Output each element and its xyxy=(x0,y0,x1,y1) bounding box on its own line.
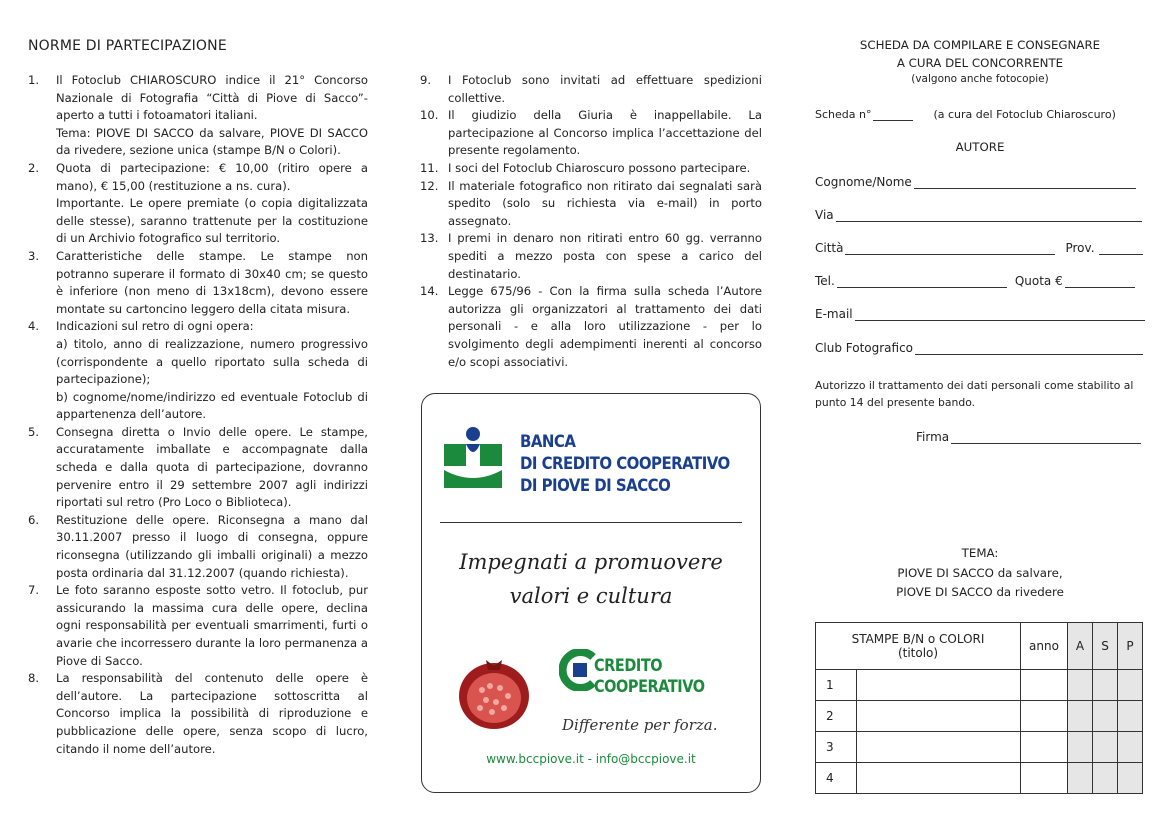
rule-item xyxy=(28,318,368,424)
scheda-field xyxy=(815,108,1116,121)
anno-cell[interactable] xyxy=(1021,763,1068,794)
row-number: 4 xyxy=(816,763,857,794)
prov-label: Prov. xyxy=(1065,241,1095,255)
title-cell[interactable] xyxy=(857,701,1021,732)
rule-text: Tema: PIOVE DI SACCO da salvare, PIOVE DI SACCO da rivedere, sezione unica (stampe B/N o Colori). xyxy=(56,125,368,158)
tema-line-1: PIOVE DI SACCO da salvare, xyxy=(897,566,1063,580)
s-cell xyxy=(1093,670,1118,701)
cognome-input[interactable] xyxy=(914,176,1136,189)
cognome-label: Cognome/Nome xyxy=(815,175,912,189)
table-row xyxy=(816,670,1143,701)
rule-text: a) titolo, anno di realizzazione, numero progressivo (corrispondente a quello riportato sulla scheda di partecipazione); xyxy=(56,336,368,387)
quota-input[interactable] xyxy=(1065,275,1135,288)
bank-name-line-3: DI PIOVE DI SACCO xyxy=(520,476,671,496)
row-number: 2 xyxy=(816,701,857,732)
col-a-header: A xyxy=(1068,623,1093,670)
p-cell xyxy=(1118,732,1143,763)
rule-body xyxy=(448,72,762,107)
bank-name-line-2: DI CREDITO COOPERATIVO xyxy=(520,454,730,474)
rule-item xyxy=(28,160,368,248)
divider xyxy=(440,522,742,523)
rule-text: Importante. Le opere premiate (o copia digitalizzata delle stesse), saranno trattenute per la costituzione di un Archivio fotografico sul territorio. xyxy=(56,196,368,246)
rule-item xyxy=(28,670,368,758)
a-cell xyxy=(1068,732,1093,763)
rule-number: 2. xyxy=(28,160,40,175)
col-anno-header: anno xyxy=(1021,623,1068,670)
rule-item xyxy=(420,283,762,371)
tel-label: Tel. xyxy=(815,274,835,288)
p-cell xyxy=(1118,701,1143,732)
entries-table xyxy=(815,622,1143,794)
email-input[interactable] xyxy=(855,308,1145,321)
rule-body xyxy=(448,160,762,178)
rule-number: 12. xyxy=(420,178,439,193)
citta-field xyxy=(815,241,1143,255)
email-field xyxy=(815,307,1145,321)
rules-heading: NORME DI PARTECIPAZIONE xyxy=(28,38,227,54)
form-title-note: (valgono anche fotocopie) xyxy=(911,73,1049,85)
rule-text: I soci del Fotoclub Chiaroscuro possono partecipare. xyxy=(448,160,751,175)
rule-text: Consegna diretta o Invio delle opere. Le stampe, accuratamente imballate e accompagnate dalla scheda e dalla quota di partecipazione, dovranno pervenire entro il 29 settembre 2007 agli indirizzi riportati sul retro (Pro Loco o Biblioteca). xyxy=(56,424,368,510)
rule-text: Il materiale fotografico non ritirato dai segnalati sarà spedito (solo su richiesta via e-mail) in porto assegnato. xyxy=(448,178,762,228)
rule-number: 11. xyxy=(420,160,439,175)
anno-cell[interactable] xyxy=(1021,732,1068,763)
form-title-line-1: SCHEDA DA COMPILARE E CONSEGNARE xyxy=(859,38,1101,52)
col-title-header xyxy=(816,623,1021,670)
email-label: E-mail xyxy=(815,307,853,321)
rule-body xyxy=(56,248,368,318)
col-title-sub: (titolo) xyxy=(897,646,939,660)
title-cell[interactable] xyxy=(857,670,1021,701)
rule-text: Le foto saranno esposte sotto vetro. Il fotoclub, pur assicurando la massima cura delle opere, declina ogni responsabilità per eventuali smarrimenti, furti o avarie che incorressero durante la loro permanenza a Piove di Sacco. xyxy=(56,583,368,668)
rule-text: Il giudizio della Giuria è inappellabile. La partecipazione al Concorso implica l’accettazione del presente regolamento. xyxy=(448,108,762,158)
club-label: Club Fotografico xyxy=(815,341,914,355)
firma-label: Firma xyxy=(916,430,950,444)
rule-body xyxy=(56,424,368,512)
author-heading: AUTORE xyxy=(955,140,1005,154)
scheda-input[interactable] xyxy=(873,108,913,121)
rule-body xyxy=(56,318,368,424)
rule-item xyxy=(28,72,368,160)
tema-heading: TEMA: xyxy=(961,546,999,560)
sponsor-box xyxy=(421,393,761,793)
table-row xyxy=(816,763,1143,794)
sponsor-web-contacts[interactable]: www.bccpiove.it - info@bccpiove.it xyxy=(486,752,696,766)
rule-item xyxy=(28,248,368,318)
rule-number: 5. xyxy=(28,424,40,439)
rules-column-left xyxy=(28,72,368,758)
via-label: Via xyxy=(815,208,834,222)
rule-text: Il Fotoclub CHIAROSCURO indice il 21° Concorso Nazionale di Fotografia “Città di Piove di Sacco”- aperto a tutti i fotoamatori italiani. xyxy=(56,73,368,123)
anno-cell[interactable] xyxy=(1021,701,1068,732)
rule-text: Caratteristiche delle stampe. Le stampe non potranno superare il formato di 30x40 cm; se questo è inferiore (non meno di 13x18cm), devono essere montate su cartoncino leggero della citata misura. xyxy=(56,248,368,316)
firma-field xyxy=(916,430,1141,444)
col-p-header: P xyxy=(1118,623,1143,670)
rule-text: b) cognome/nome/indirizzo ed eventuale Fotoclub di appartenenza dell’autore. xyxy=(56,389,368,422)
scheda-label: Scheda n° xyxy=(815,108,872,121)
citta-input[interactable] xyxy=(845,242,1055,255)
rule-text: Quota di partecipazione: € 10,00 (ritiro opere a mano), € 15,00 (restituzione a ns. cura). xyxy=(56,160,368,193)
rule-item xyxy=(420,107,762,160)
rule-text: Legge 675/96 - Con la firma sulla scheda l’Autore autorizza gli organizzatori al trattamento dei dati personali - e alla loro utilizzazione - per lo svolgimento degli adempimenti inerenti al concorso e/o scopi associativi. xyxy=(448,284,762,369)
table-row xyxy=(816,701,1143,732)
scheda-note: (a cura del Fotoclub Chiaroscuro) xyxy=(933,108,1116,121)
s-cell xyxy=(1093,763,1118,794)
rule-item xyxy=(420,72,762,107)
bank-name-line-1: BANCA xyxy=(520,432,576,452)
rule-number: 13. xyxy=(420,231,439,246)
rule-number: 9. xyxy=(420,73,432,87)
col-title-label: STAMPE B/N o COLORI xyxy=(851,632,985,646)
pomegranate-image-icon xyxy=(456,652,532,732)
rule-text: La responsabilità del contenuto delle opere è dell’autore. La partecipazione sottoscritta al Concorso implica la possibilità di riproduzione e pubblicazione delle opere, senza scopo di lucro, citando il nome dell’autore. xyxy=(56,671,368,756)
club-field xyxy=(815,341,1143,355)
tel-field xyxy=(815,274,1135,288)
rule-number: 4. xyxy=(28,319,40,334)
tel-input[interactable] xyxy=(837,275,1007,288)
rule-body xyxy=(56,72,368,160)
club-input[interactable] xyxy=(915,342,1143,355)
quota-label: Quota € xyxy=(1014,274,1063,288)
rule-body xyxy=(56,160,368,248)
title-cell[interactable] xyxy=(857,732,1021,763)
slogan-line-1: Impegnati a promuovere xyxy=(459,550,723,574)
cognome-field xyxy=(815,175,1136,189)
form-title-line-2: A CURA DEL CONCORRENTE xyxy=(896,56,1064,70)
a-cell xyxy=(1068,701,1093,732)
rule-body xyxy=(56,512,368,582)
rule-number: 14. xyxy=(420,284,439,299)
rule-number: 3. xyxy=(28,248,40,263)
row-number: 3 xyxy=(816,732,857,763)
rule-item xyxy=(28,582,368,670)
via-field xyxy=(815,208,1142,222)
slogan-line-2: valori e cultura xyxy=(509,584,673,608)
rule-body xyxy=(448,107,762,160)
bcc-bank-logo-icon xyxy=(442,426,504,490)
anno-cell[interactable] xyxy=(1021,670,1068,701)
rules-column-right xyxy=(420,72,762,371)
rule-number: 10. xyxy=(420,108,439,123)
col-s-header: S xyxy=(1093,623,1118,670)
rule-text: I premi in denaro non ritirati entro 60 gg. verranno spediti a mezzo posta con spese a carico del destinatario. xyxy=(448,231,762,281)
prov-input[interactable] xyxy=(1099,242,1143,255)
s-cell xyxy=(1093,732,1118,763)
rule-body xyxy=(448,230,762,283)
rule-text: I Fotoclub sono invitati ad effettuare spedizioni collettive. xyxy=(448,73,762,105)
s-cell xyxy=(1093,701,1118,732)
rule-number: 7. xyxy=(28,583,40,598)
via-input[interactable] xyxy=(836,209,1142,222)
table-header-row xyxy=(816,623,1143,670)
rule-item xyxy=(420,160,762,178)
rule-number: 1. xyxy=(28,73,40,87)
rule-text: Restituzione delle opere. Riconsegna a mano dal 30.11.2007 presso il luogo di consegna, oppure riconsegna (utilizzando gli imballi originali) a mezzo posta ordinaria dal 31.12.2007 (quando richiesta). xyxy=(56,512,368,580)
a-cell xyxy=(1068,670,1093,701)
tema-line-2: PIOVE DI SACCO da rivedere xyxy=(896,585,1064,599)
a-cell xyxy=(1068,763,1093,794)
cc-motto: Differente per forza. xyxy=(562,716,718,734)
rule-item xyxy=(420,230,762,283)
rule-text: Indicazioni sul retro di ogni opera: xyxy=(56,319,254,334)
table-row xyxy=(816,732,1143,763)
rule-item xyxy=(28,424,368,512)
row-number: 1 xyxy=(816,670,857,701)
p-cell xyxy=(1118,763,1143,794)
cc-name-line-2: COOPERATIVO xyxy=(594,677,705,697)
title-cell[interactable] xyxy=(857,763,1021,794)
firma-input[interactable] xyxy=(951,431,1141,444)
rule-body xyxy=(448,178,762,231)
consent-text: Autorizzo il trattamento dei dati personali come stabilito al punto 14 del presente bando. xyxy=(815,379,1134,409)
rule-number: 8. xyxy=(28,671,40,686)
rule-body xyxy=(448,283,762,371)
rule-item xyxy=(420,178,762,231)
rule-body xyxy=(56,582,368,670)
rule-number: 6. xyxy=(28,512,40,527)
cc-name-line-1: CREDITO xyxy=(594,656,663,676)
citta-label: Città xyxy=(815,241,844,255)
p-cell xyxy=(1118,670,1143,701)
rule-body xyxy=(56,670,368,758)
rule-item xyxy=(28,512,368,582)
